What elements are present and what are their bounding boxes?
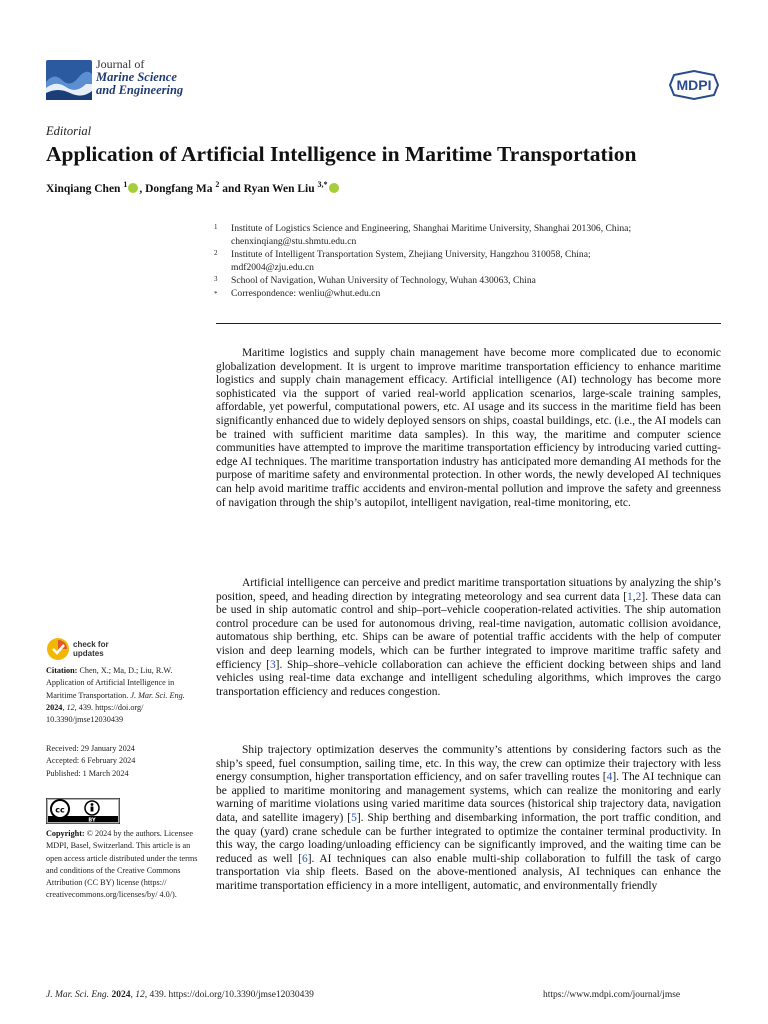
- journal-name-top: Journal of: [96, 57, 145, 71]
- paragraph-text: Maritime logistics and supply chain management have become more complicated due to economic globalization development. It is urgent to improve maritime transportation efficiency to enhance maritime logistics and supply chain management efficacy. Artificial intelligence (AI) technology has become more sophisticated via the support of varied real-world application scenarios, large-scale training samples, affordable, yet powerful, computational powers, etc. AI usage and its success in the maritime field has been significantly enhanced due to widely deployed sensors on ships, coastal buildings, etc. (i.e., the AI models can be trained with sufficient maritime data samples). In this way, the maritime and computer science communities have attempted to improve the maritime transportation efficiency by introducing varied cutting-edge AI techniques. The maritime transportation industry has anticipated more demanding AI methods for the purpose of maritime safety and environmental protection. In other words, the newly developed AI techniques can help avoid maritime traffic accidents and environ-mental pollution and improve the safety and greenness of navigation through the ship’s autopilot, intelligent navigation, real-time monitoring, etc.: [216, 347, 721, 509]
- paragraph-text: ]. AI techniques can also enable multi-ship collaboration to fulfill the task of cargo transportation via ship fleets. Based on the above-mentioned analysis, AI techniques can enhance the maritime transportation efficiency in a more intelligent, automatic, and environmentally friendly: [216, 852, 721, 892]
- citation-link[interactable]: 3: [269, 658, 276, 671]
- received-date: Received: 29 January 2024: [46, 744, 135, 753]
- footer-year: 2024: [111, 990, 131, 1000]
- paragraph-text: Artificial intelligence can perceive and predict maritime transportation situations by analyzing the ship’s position, speed, and heading direction by integrating meteorology and sea current data [: [216, 577, 721, 603]
- body-paragraph-2: [216, 577, 721, 699]
- header-divider: [216, 323, 721, 324]
- correspondence-marker: *: [214, 290, 218, 298]
- citation-year: 2024: [46, 702, 63, 712]
- author-affiliation-number: 2: [215, 180, 220, 189]
- citation-text: Chen, X.; Ma, D.; Liu, R.W. Application of Artificial Intelligence in Maritime Transportation.: [46, 666, 175, 700]
- orcid-icon[interactable]: [128, 183, 138, 193]
- footer-citation: J. Mar. Sci. Eng. 2024, 12, 439. https://doi.org/10.3390/jmse12030439: [46, 990, 314, 1000]
- author-name[interactable]: Ryan Wen Liu: [243, 182, 315, 195]
- affiliation-number: 2: [214, 249, 218, 257]
- check-for-updates-button[interactable]: [46, 637, 136, 663]
- check-updates-line1: check for: [73, 640, 109, 649]
- body-paragraph-1: [216, 347, 721, 510]
- affiliation-text: Institute of Intelligent Transportation System, Zhejiang University, Hangzhou 310058, China;: [231, 249, 591, 260]
- journal-name-line2: and Engineering: [96, 83, 184, 97]
- citation-link[interactable]: 6: [302, 852, 308, 865]
- journal-logo-icon: [46, 60, 92, 100]
- affiliation-number: 1: [214, 223, 218, 231]
- author-separator: and: [219, 182, 244, 195]
- dates-block: [46, 743, 198, 780]
- journal-name-line1: Marine Science: [96, 70, 177, 84]
- paragraph-text: ]. Ship–shore–vehicle collaboration can achieve the efficient docking between ships and land vehicles using real-time data exchange and intelligent scheduling algorithms, which improves the cargo transportation efficiency and reduces congestion.: [216, 658, 721, 698]
- copyright-block: [46, 828, 198, 902]
- journal-name: [96, 58, 183, 97]
- author-affiliation-number: 3,*: [317, 180, 328, 189]
- publisher-name: MDPI: [676, 77, 712, 93]
- article-type: Editorial: [46, 124, 92, 138]
- author-affiliation-number: 1: [123, 180, 128, 189]
- article-title: Application of Artificial Intelligence in Maritime Transportation: [46, 142, 637, 166]
- citation-journal: J. Mar. Sci. Eng.: [130, 690, 185, 700]
- citation-label: Citation:: [46, 666, 78, 675]
- cc-by-label: BY: [88, 817, 96, 824]
- accepted-date: Accepted: 6 February 2024: [46, 756, 136, 766]
- footer-doi[interactable]: , 439. https://doi.org/10.3390/jmse12030439: [144, 990, 314, 1000]
- paragraph-text: ]. The AI technique can be applied to maritime monitoring and management systems, which can realize the monitoring and early warning of maritime violations using varied maritime data sources (historical ship trajectory data, navigation data, and satellite imagery) [: [216, 771, 722, 824]
- svg-text:cc: cc: [55, 805, 65, 815]
- citation-link[interactable]: 4: [606, 771, 613, 784]
- citation-link[interactable]: 2: [635, 590, 642, 603]
- author-separator: ,: [139, 182, 146, 195]
- copyright-label: Copyright:: [46, 829, 85, 838]
- correspondence-text[interactable]: Correspondence: wenliu@whut.edu.cn: [231, 288, 381, 299]
- paragraph-text: ]. These data can be used in ship automatic control and ship–port–vehicle cooperation-related activities. The ship automation control procedure can be used for autonomous driving, real-time navigation, automatic collision avoidance, automatous ship berthing, etc. Ships can be aware of potential traffic accidents with the help of computer vision and deep learning models, which can be further integrated to improve maritime traffic safety and efficiency [: [216, 590, 721, 671]
- cc-by-license-icon[interactable]: [46, 798, 120, 824]
- affiliation-text: School of Navigation, Wuhan University of Technology, Wuhan 430063, China: [231, 275, 536, 286]
- paragraph-text: ]. Ship berthing and disembarking information, the port traffic condition, and the quay (yard) crane schedule can be further integrated to optimize the container terminal productivity. In this way, the cargo loading/unloading efficiency can be significantly improved, and the waiting time can be reduced as well [: [216, 811, 722, 865]
- author-name[interactable]: Dongfang Ma: [145, 182, 213, 195]
- check-updates-icon: [46, 637, 70, 661]
- paragraph-text: Ship trajectory optimization deserves the community’s attentions by considering factors such as the ship’s speed, fuel consumption, sailing time, etc. In this way, the crew can optimize their trajectory with less energy consumption, higher transportation efficiency, and on safer travelling routes [: [216, 744, 721, 784]
- citation-volume: 12: [66, 702, 75, 712]
- affiliation-email[interactable]: mdf2004@zju.edu.cn: [231, 261, 314, 273]
- footer-journal-url[interactable]: https://www.mdpi.com/journal/jmse: [543, 990, 681, 1000]
- copyright-text: © 2024 by the authors. Licensee MDPI, Basel, Switzerland. This article is an open access article distributed under the terms and conditions of the Creative Commons Attribution (CC BY) license (https:// creativecommons.org/licenses/by/ 4.0/).: [46, 829, 198, 900]
- citation-block: Citation: Chen, X.; Ma, D.; Liu, R.W. Application of Artificial Intelligence in Maritime Transportation. J. Mar. Sci. Eng. 2024, 12, 439. https://doi.org/ 10.3390/jmse12030439: [46, 666, 185, 725]
- citation-link[interactable]: 5: [351, 811, 357, 824]
- published-date: Published: 1 March 2024: [46, 768, 129, 778]
- citation-separator: ,: [632, 590, 636, 603]
- author-name[interactable]: Xinqiang Chen: [46, 182, 121, 195]
- footer-journal: J. Mar. Sci. Eng.: [46, 990, 110, 1000]
- affiliation-text: Institute of Logistics Science and Engineering, Shanghai Maritime University, Shanghai 201306, China;: [231, 223, 632, 234]
- citation-link[interactable]: 1: [627, 590, 633, 603]
- check-updates-line2: updates: [73, 649, 104, 658]
- citation-doi[interactable]: , 439. https://doi.org/ 10.3390/jmse12030439: [46, 702, 144, 725]
- author-list: [46, 180, 340, 195]
- footer-volume: 12: [135, 990, 145, 1000]
- orcid-icon[interactable]: [329, 183, 339, 193]
- body-paragraph-3: [216, 744, 721, 894]
- affiliation-email[interactable]: chenxinqiang@stu.shmtu.edu.cn: [231, 235, 357, 247]
- affiliation-number: 3: [214, 275, 218, 283]
